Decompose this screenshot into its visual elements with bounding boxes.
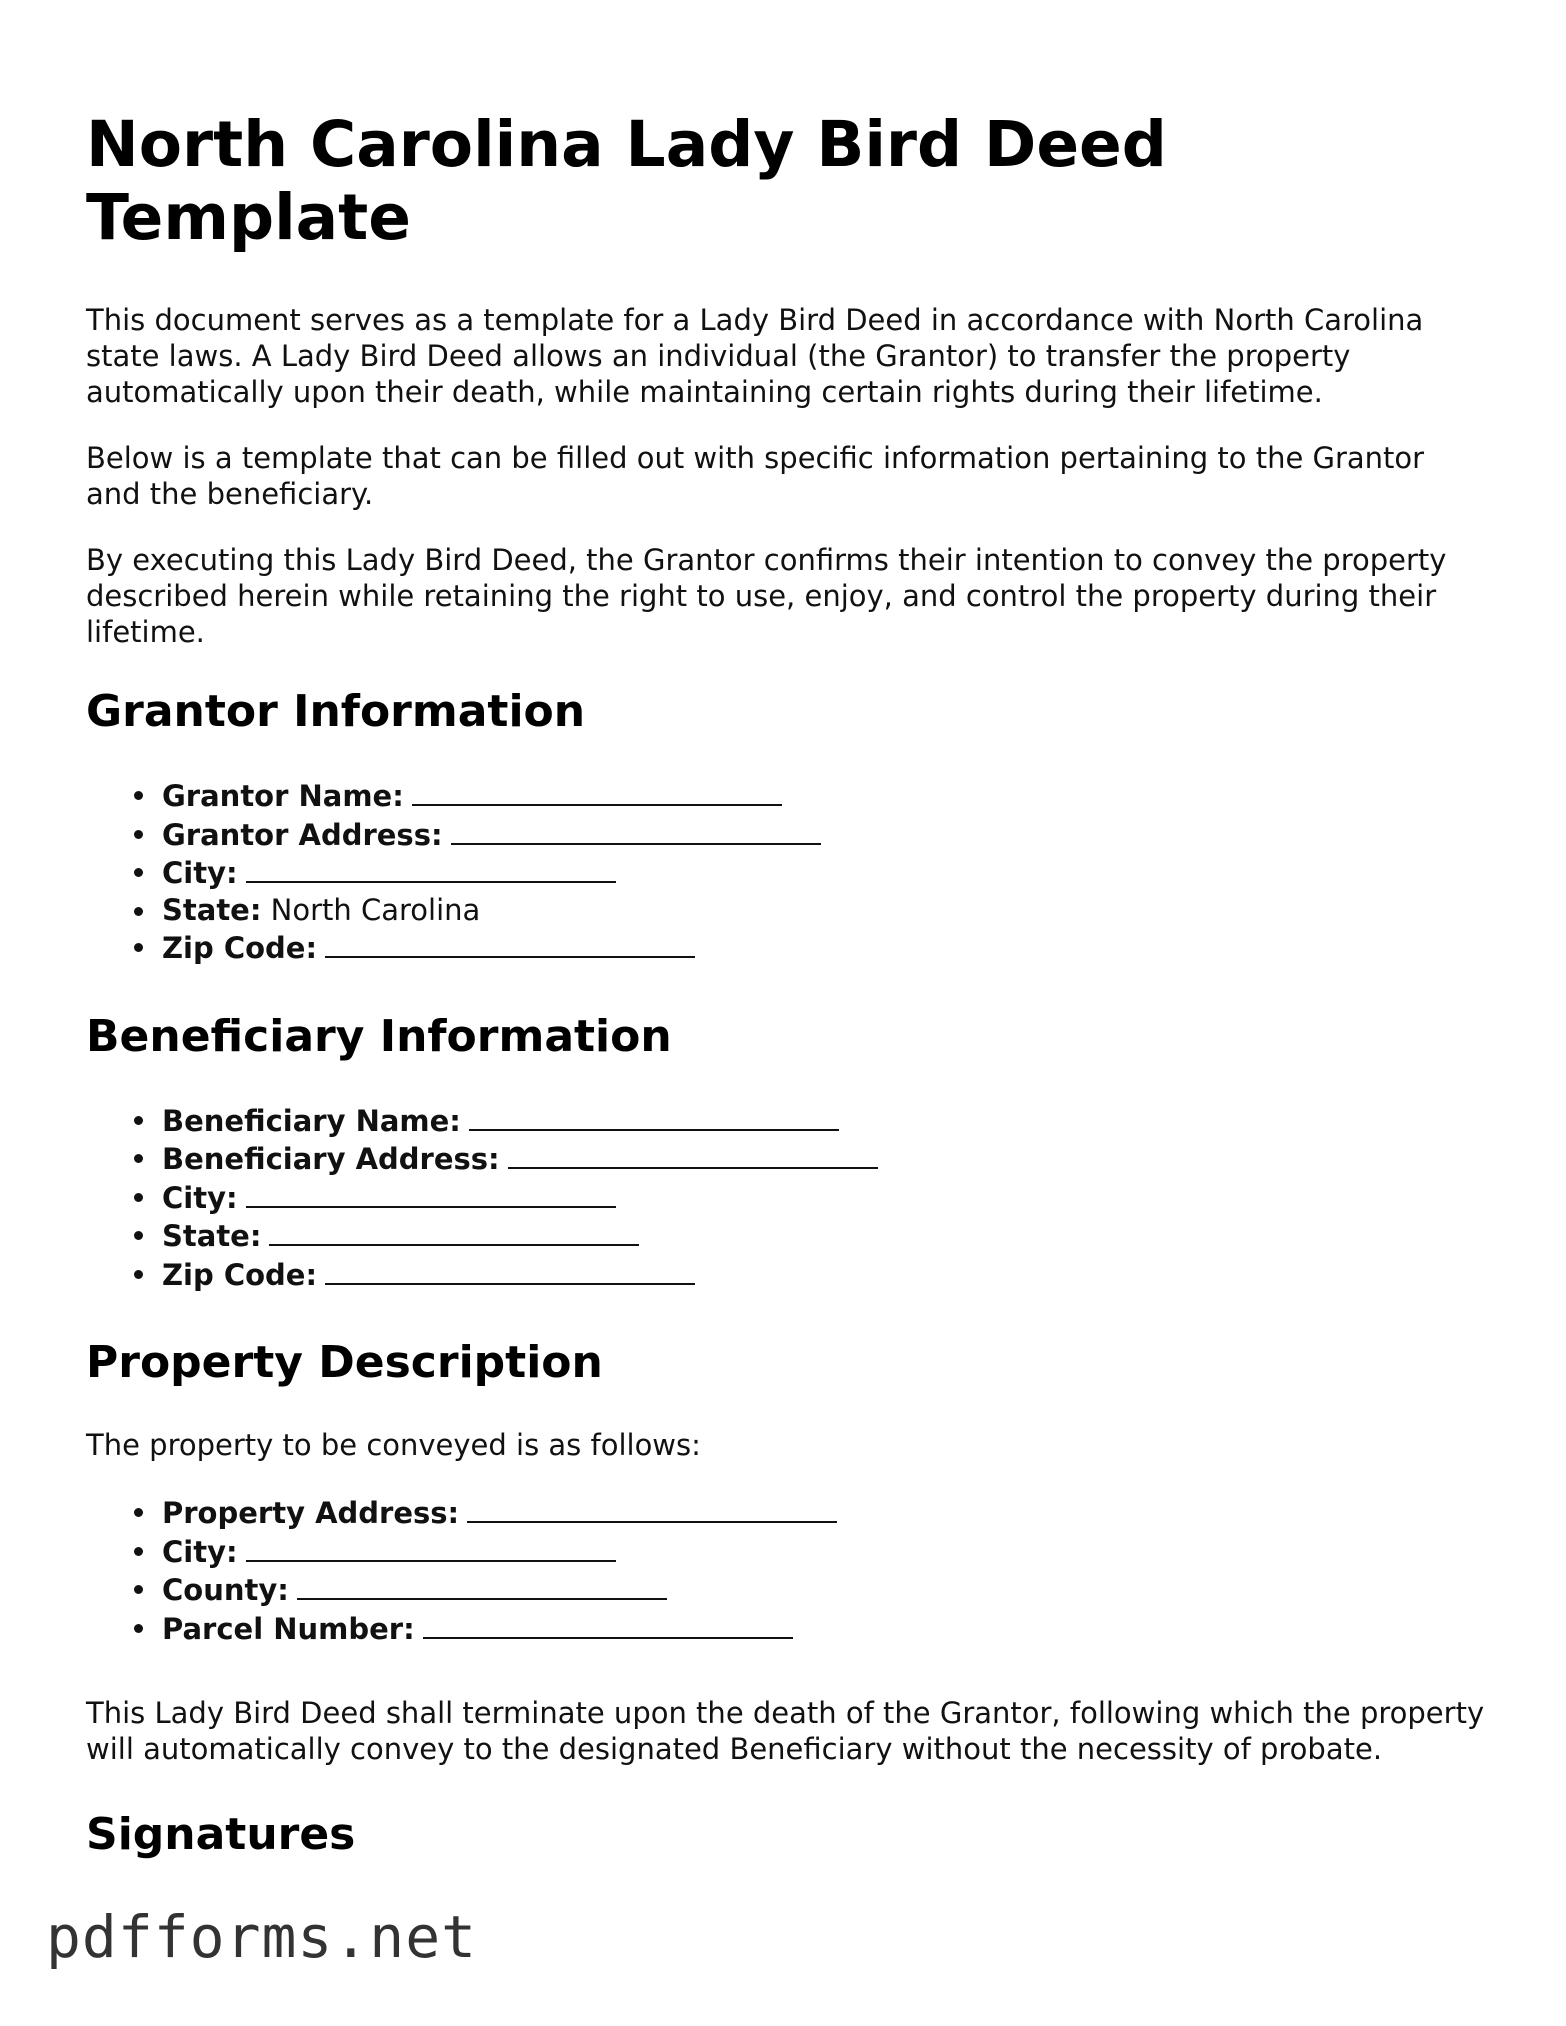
grantor-field-list: [86, 776, 1486, 967]
grantor-heading: Grantor Information: [86, 686, 586, 737]
intro-paragraph-1: This document serves as a template for a Lady Bird Deed in accordance with North Carolina state laws. A Lady Bird Deed allows an individual (the Grantor) to transfer the property automatically upon their death, while maintaining certain rights during their lifetime.: [86, 303, 1424, 409]
beneficiary-zip-label: Zip Code:: [162, 1257, 318, 1292]
grantor-city-item: [162, 853, 1486, 892]
property-field-list: [86, 1493, 1486, 1647]
intro-paragraph-2: Below is a template that can be filled out with specific information pertaining to the Grantor and the beneficiary.: [86, 441, 1425, 511]
beneficiary-field-list: [86, 1101, 1486, 1294]
beneficiary-address-blank[interactable]: [508, 1139, 878, 1169]
beneficiary-address-label: Beneficiary Address:: [162, 1142, 500, 1176]
property-county-item: [162, 1570, 1486, 1609]
property-parcel-label: Parcel Number:: [162, 1611, 415, 1646]
grantor-zip-item: [162, 928, 1486, 967]
beneficiary-state-label: State:: [162, 1219, 262, 1253]
beneficiary-state-blank[interactable]: [269, 1216, 639, 1246]
property-address-item: [162, 1493, 1486, 1532]
beneficiary-city-blank[interactable]: [246, 1178, 616, 1208]
grantor-city-label: City:: [162, 856, 238, 890]
beneficiary-zip-item: [162, 1255, 1486, 1294]
property-address-label: Property Address:: [162, 1496, 460, 1530]
grantor-name-blank[interactable]: [412, 776, 782, 806]
beneficiary-state-item: [162, 1216, 1486, 1255]
grantor-city-blank[interactable]: [246, 853, 616, 883]
property-county-label: County:: [162, 1573, 289, 1607]
beneficiary-name-item: [162, 1101, 1486, 1140]
property-parcel-blank[interactable]: [423, 1609, 793, 1639]
site-watermark: pdfforms.net: [46, 1903, 478, 1971]
beneficiary-heading: Beneficiary Information: [86, 1010, 672, 1062]
intro-paragraph-3: By executing this Lady Bird Deed, the Grantor confirms their intention to convey the property described herein while retaining the right to use, enjoy, and control the property during their lifetime.: [86, 543, 1447, 649]
property-city-item: [162, 1532, 1486, 1571]
grantor-address-label: Grantor Address:: [162, 817, 443, 852]
grantor-zip-label: Zip Code:: [162, 931, 318, 965]
property-intro: The property to be conveyed is as follows:: [86, 1428, 701, 1462]
grantor-state-value: North Carolina: [270, 892, 481, 927]
property-heading: Property Description: [86, 1337, 603, 1388]
grantor-state-label: State:: [162, 892, 262, 927]
beneficiary-name-blank[interactable]: [469, 1101, 839, 1131]
property-address-blank[interactable]: [467, 1493, 837, 1523]
grantor-zip-blank[interactable]: [325, 928, 695, 958]
grantor-name-label: Grantor Name:: [162, 779, 404, 813]
grantor-state-item: [162, 892, 1486, 929]
grantor-address-blank[interactable]: [451, 815, 821, 845]
beneficiary-address-item: [162, 1139, 1486, 1178]
page-title: North Carolina Lady Bird Deed Template: [86, 108, 1167, 254]
grantor-address-item: [162, 815, 1486, 854]
property-parcel-item: [162, 1609, 1486, 1648]
property-city-blank[interactable]: [246, 1532, 616, 1562]
grantor-name-item: [162, 776, 1486, 815]
beneficiary-zip-blank[interactable]: [325, 1255, 695, 1285]
beneficiary-name-label: Beneficiary Name:: [162, 1103, 461, 1138]
termination-paragraph: This Lady Bird Deed shall terminate upon the death of the Grantor, following which the property will automatically convey to the designated Beneficiary without the necessity of probate.: [86, 1696, 1485, 1766]
beneficiary-city-label: City:: [162, 1180, 238, 1215]
document-page: [86, 108, 1486, 1899]
signatures-heading: Signatures: [86, 1809, 356, 1860]
beneficiary-city-item: [162, 1178, 1486, 1217]
property-city-label: City:: [162, 1534, 238, 1569]
property-county-blank[interactable]: [297, 1570, 667, 1600]
